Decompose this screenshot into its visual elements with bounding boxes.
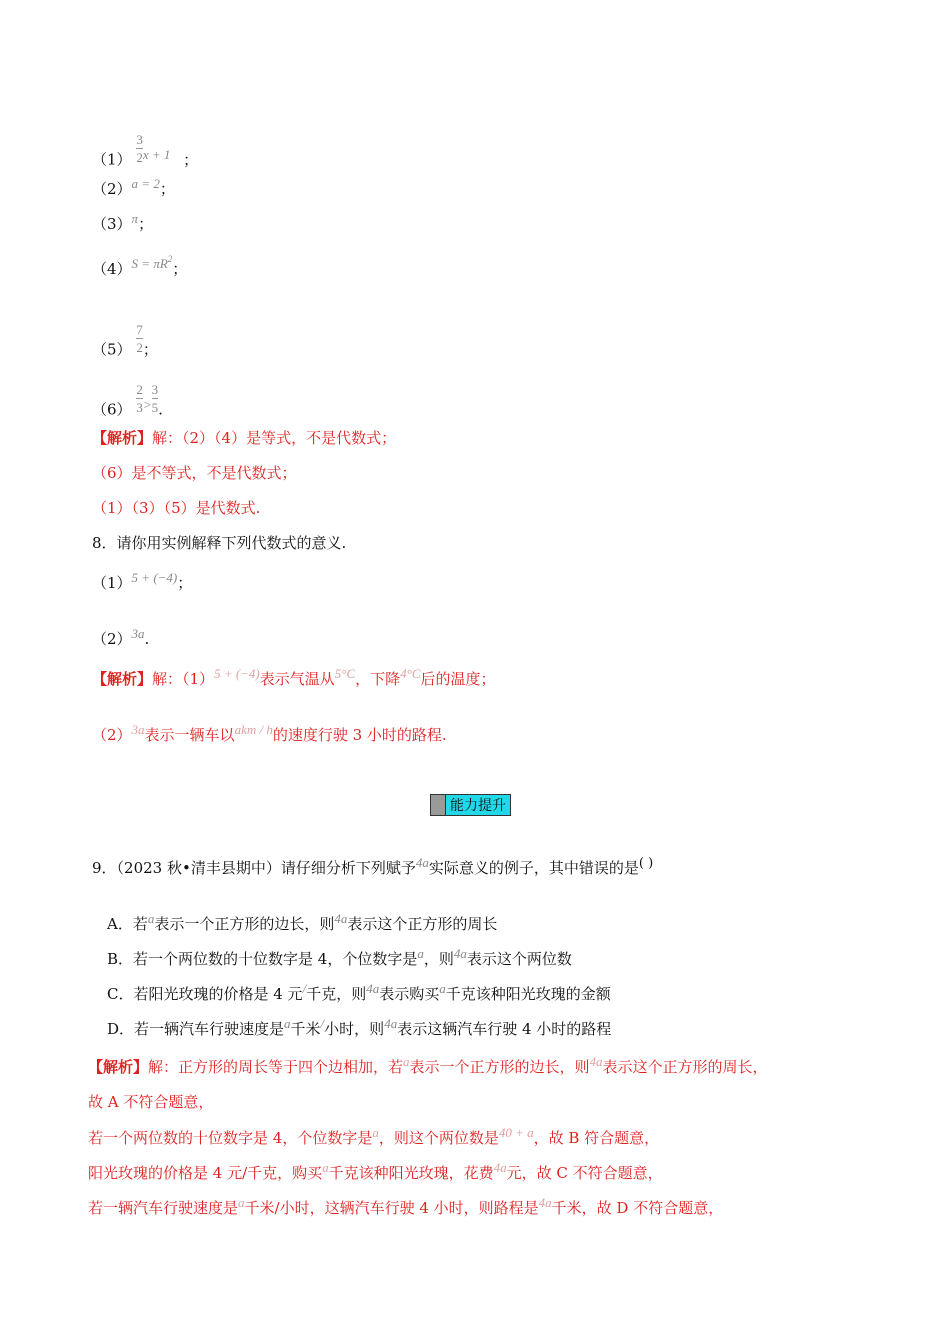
analysis-text: 表示一个正方形的边长，则 bbox=[409, 1058, 590, 1076]
section-marker bbox=[431, 795, 446, 815]
punct: ； bbox=[183, 150, 199, 169]
analysis-text: 解：（1） bbox=[152, 670, 215, 688]
analysis-text: 解：正方形的周长等于四个边相加，若 bbox=[148, 1058, 404, 1076]
math-expr: a bbox=[417, 946, 424, 961]
math-expr: a bbox=[238, 1195, 245, 1210]
analysis-text: 千克该种阳光玫瑰，花费 bbox=[328, 1164, 494, 1182]
option-text: 表示一个正方形的边长，则 bbox=[154, 915, 335, 933]
analysis-text: 表示这个正方形的周长， bbox=[602, 1058, 768, 1076]
q8-item-1 bbox=[92, 570, 193, 594]
punct: . bbox=[158, 400, 163, 419]
q9-analysis-5 bbox=[88, 1195, 724, 1219]
analysis-line: （6）是不等式，不是代数式； bbox=[92, 464, 297, 482]
item-3 bbox=[92, 211, 154, 235]
math-expr: 4a bbox=[415, 855, 429, 870]
item-4 bbox=[92, 255, 187, 280]
option-c bbox=[107, 981, 611, 1005]
math-expr: 4a bbox=[384, 1016, 398, 1031]
item-number: （1） bbox=[92, 150, 132, 169]
option-text: C．若阳光玫瑰的价格是 4 元 bbox=[107, 985, 303, 1003]
item-number: （6） bbox=[92, 400, 132, 419]
option-text: D．若一辆汽车行驶速度是 bbox=[107, 1020, 285, 1038]
item-number: （2） bbox=[92, 630, 132, 648]
question-8-stem: 8．请你用实例解释下列代数式的意义. bbox=[92, 534, 347, 552]
analysis-text: 千米/小时，这辆汽车行驶 4 小时，则路程是 bbox=[244, 1199, 539, 1217]
item-number: （5） bbox=[92, 340, 132, 359]
q8-analysis-1 bbox=[92, 666, 496, 690]
question-9-stem bbox=[92, 855, 654, 880]
math-expr: π bbox=[131, 211, 139, 226]
option-text: 小时，则 bbox=[324, 1020, 385, 1038]
math-expr: 4°C bbox=[400, 666, 421, 681]
analysis-text: 若一辆汽车行驶速度是 bbox=[88, 1199, 239, 1217]
stem-text: 9．（2023 秋•清丰县期中）请仔细分析下列赋予 bbox=[92, 859, 416, 877]
analysis-text: 的速度行驶 3 小时的路程. bbox=[272, 726, 447, 744]
q8-analysis-2 bbox=[92, 722, 447, 746]
math-expr: a = 2 bbox=[131, 176, 160, 191]
math-expr: 4a bbox=[366, 981, 380, 996]
math-expr: 4a bbox=[538, 1195, 552, 1210]
option-text: 表示这个两位数 bbox=[466, 950, 572, 968]
q9-analysis-1 bbox=[88, 1054, 768, 1078]
analysis-text: ，下降 bbox=[355, 670, 401, 688]
punct: ； bbox=[138, 215, 154, 233]
math-expr: / bbox=[320, 1016, 325, 1031]
item-6 bbox=[92, 382, 163, 427]
analysis-text: 表示一辆车以 bbox=[144, 726, 235, 744]
option-text: 千克，则 bbox=[306, 985, 367, 1003]
math-expr: 5 + (−4) bbox=[131, 570, 178, 585]
math-expr: 4a bbox=[493, 1160, 507, 1175]
option-text: 表示购买 bbox=[379, 985, 440, 1003]
item-2 bbox=[92, 176, 175, 200]
analysis-text: 千米，故 D 不符合题意， bbox=[551, 1199, 724, 1217]
answer-blank: ( ) bbox=[638, 856, 654, 871]
option-text: B．若一个两位数的十位数字是 4，个位数字是 bbox=[107, 950, 418, 968]
item-number: （4） bbox=[92, 260, 132, 278]
section-header bbox=[430, 794, 511, 816]
option-text: 表示这个正方形的周长 bbox=[347, 915, 498, 933]
item-number: （1） bbox=[92, 574, 132, 592]
item-number: （3） bbox=[92, 215, 132, 233]
math-expr: akm / h bbox=[234, 722, 273, 737]
stem-text: 实际意义的例子，其中错误的是 bbox=[428, 859, 639, 877]
math-expr: a bbox=[403, 1054, 410, 1069]
punct: ； bbox=[142, 340, 158, 359]
q9-analysis-2: 故 A 不符合题意， bbox=[88, 1093, 214, 1111]
option-b bbox=[107, 946, 572, 970]
item-5 bbox=[92, 322, 158, 367]
analysis-line bbox=[92, 428, 396, 448]
math-expr: a bbox=[284, 1016, 291, 1031]
analysis-line: （1）（3）（5）是代数式. bbox=[92, 499, 261, 517]
fraction: $\frac{2}{3}$ bbox=[136, 382, 143, 415]
analysis-tag: 【解析】 bbox=[88, 1058, 149, 1076]
analysis-tag: 【解析】 bbox=[92, 670, 153, 688]
math-expr: x + 1 bbox=[142, 146, 171, 162]
option-a bbox=[107, 911, 498, 935]
math-expr: a bbox=[439, 981, 446, 996]
option-d bbox=[107, 1016, 612, 1040]
punct: . bbox=[144, 630, 150, 648]
math-expr: / bbox=[302, 981, 307, 996]
math-expr: 3a bbox=[131, 722, 145, 737]
math-expr: S = πR bbox=[131, 256, 168, 271]
analysis-text: 表示气温从 bbox=[259, 670, 335, 688]
item-1 bbox=[92, 132, 199, 177]
analysis-text: ，故 B 符合题意， bbox=[533, 1129, 660, 1147]
math-expr: 4a bbox=[453, 946, 467, 961]
math-expr: 4a bbox=[589, 1054, 603, 1069]
analysis-text: 后的温度； bbox=[420, 670, 496, 688]
analysis-text: ，则这个两位数是 bbox=[378, 1129, 499, 1147]
math-expr: 4a bbox=[334, 911, 348, 926]
math-expr: a bbox=[372, 1125, 379, 1140]
option-text: A．若 bbox=[107, 915, 148, 933]
math-expr: 3a bbox=[131, 626, 145, 641]
analysis-text: 元，故 C 不符合题意， bbox=[506, 1164, 663, 1182]
option-text: 表示这辆汽车行驶 4 小时的路程 bbox=[397, 1020, 612, 1038]
punct: ； bbox=[159, 180, 175, 198]
punct: ； bbox=[172, 260, 188, 278]
superscript: 2 bbox=[167, 254, 173, 264]
section-title: 能力提升 bbox=[450, 798, 506, 814]
math-expr: a bbox=[322, 1160, 329, 1175]
math-op: > bbox=[142, 396, 152, 412]
item-number: （2） bbox=[92, 180, 132, 198]
q9-analysis-4 bbox=[88, 1160, 663, 1184]
fraction: $\frac{3}{5}$ bbox=[151, 382, 159, 415]
math-expr: 5 + (−4) bbox=[214, 666, 260, 681]
fraction: $\frac{3}{2}$ bbox=[136, 132, 143, 165]
analysis-tag: 【解析】 bbox=[92, 429, 153, 447]
option-text: 千米 bbox=[290, 1020, 321, 1038]
analysis-text: （2） bbox=[92, 726, 132, 744]
math-expr: 5°C bbox=[334, 666, 356, 681]
q9-analysis-3 bbox=[88, 1125, 660, 1149]
punct: ； bbox=[177, 574, 193, 592]
math-expr: 40 + a bbox=[498, 1125, 534, 1140]
math-expr: a bbox=[147, 911, 155, 926]
q8-item-2 bbox=[92, 626, 150, 650]
analysis-text: 若一个两位数的十位数字是 4，个位数字是 bbox=[88, 1129, 373, 1147]
option-text: 千克该种阳光玫瑰的金额 bbox=[445, 985, 611, 1003]
fraction: $\frac{7}{2}$ bbox=[136, 322, 143, 355]
option-text: ，则 bbox=[423, 950, 454, 968]
analysis-text: 解：（2）（4）是等式，不是代数式； bbox=[152, 429, 397, 447]
analysis-text: 阳光玫瑰的价格是 4 元/千克，购买 bbox=[88, 1164, 323, 1182]
